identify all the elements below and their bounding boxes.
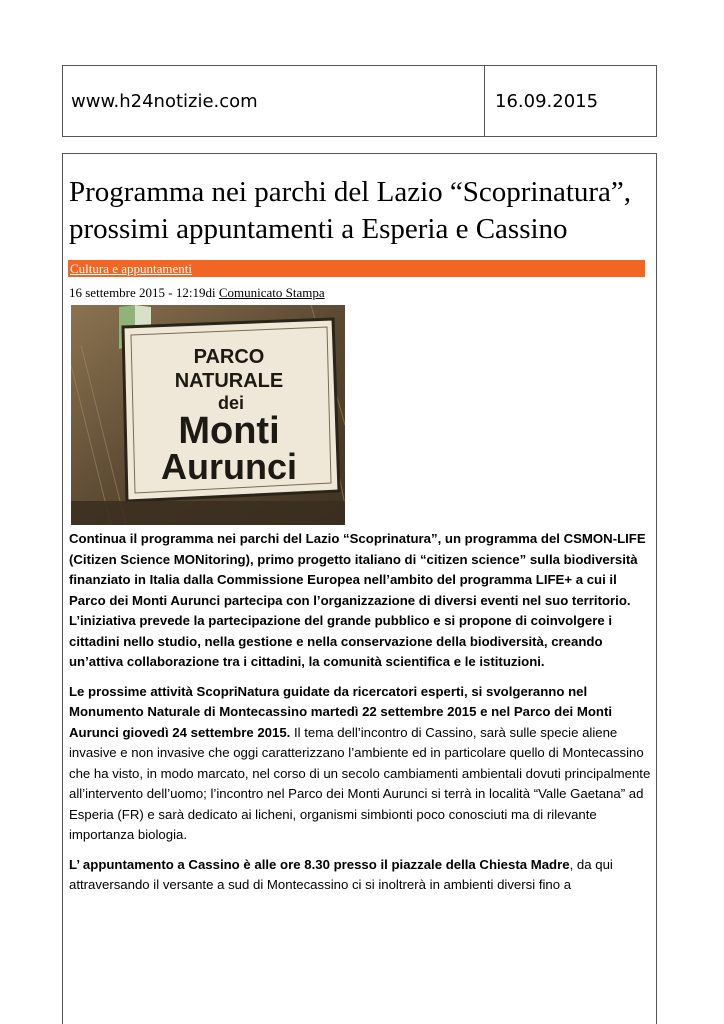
meta-date: 16 settembre 2015 - 12:19	[69, 285, 206, 300]
paragraph-3-rest: , da qui attraversando il versante a sud di Montecassino ci si inoltrerà in ambienti diversi fino a	[69, 856, 613, 892]
sign-text-3: dei	[217, 393, 245, 413]
article-title: Programma nei parchi del Lazio “Scoprinatura”, prossimi appuntamenti a Esperia e Cassino	[69, 176, 632, 245]
article-meta	[69, 285, 656, 301]
category-link[interactable]: Cultura e appuntamenti	[70, 260, 193, 276]
publication-date: 16.09.2015	[495, 90, 599, 112]
paragraph-1: Continua il programma nei parchi del Lazio “Scoprinatura”, un programma del CSMON-LIFE (Citizen Science MONitoring), primo progetto italiano di “citizen science” sulla biodiversità finanziato in Italia dalla Commissione Europea nell’ambito del programma LIFE+ a cui il Parco dei Monti Aurunci partecipa con l’organizzazione di diversi eventi nel suo territorio. L’iniziativa prevede la partecipazione del grande pubblico e si propone di coinvolgere i cittadini nello studio, nella gestione e nella conservazione della biodiversità, creando un’attiva collaborazione tra i cittadini, la comunità scientifica e le istituzioni.	[69, 531, 646, 669]
site-url: www.h24notizie.com	[63, 66, 485, 136]
sign-text-2: NATURALE	[174, 370, 284, 392]
sign-text-4: Monti	[178, 410, 280, 452]
paragraph-3	[69, 855, 653, 896]
paragraph-2-bold: Le prossime attività ScopriNatura guidate da ricercatori esperti, si svolgeranno nel Monumento Naturale di Montecassino martedì 22 settembre 2015 e nel Parco dei Monti Aurunci giovedì 24 settembre 2015.	[69, 683, 613, 740]
paragraph-3-bold: L’ appuntamento a Cassino è alle ore 8.30 presso il piazzale della Chiesta Madre	[69, 856, 570, 872]
article-body	[69, 529, 653, 896]
article-box	[62, 153, 657, 1024]
park-sign-photo	[71, 305, 345, 525]
author-link[interactable]: Comunicato Stampa	[218, 285, 325, 300]
category-bar	[68, 260, 645, 277]
meta-by: di	[205, 285, 219, 300]
paragraph-2-rest: Il tema dell’incontro di Cassino, sarà sulle specie aliene invasive e non invasive che oggi caratterizzano l’ambiente ed in particolare quello di Montecassino che ha visto, in modo marcato, nel corso di un secolo cambiamenti ambientali dovuti principalmente all’intervento dell’uomo; l’incontro nel Parco dei Monti Aurunci si terrà in località “Valle Gaetana” ad Esperia (FR) e sarà dedicato ai licheni, organismi simbionti poco conosciuti ma di rilevante importanza biologia.	[69, 724, 651, 842]
park-sign-illustration	[71, 305, 345, 525]
header-table	[62, 65, 657, 137]
sign-text-5: Aurunci	[160, 446, 298, 487]
sign-text-1: PARCO	[193, 346, 265, 368]
paragraph-2	[69, 682, 653, 846]
